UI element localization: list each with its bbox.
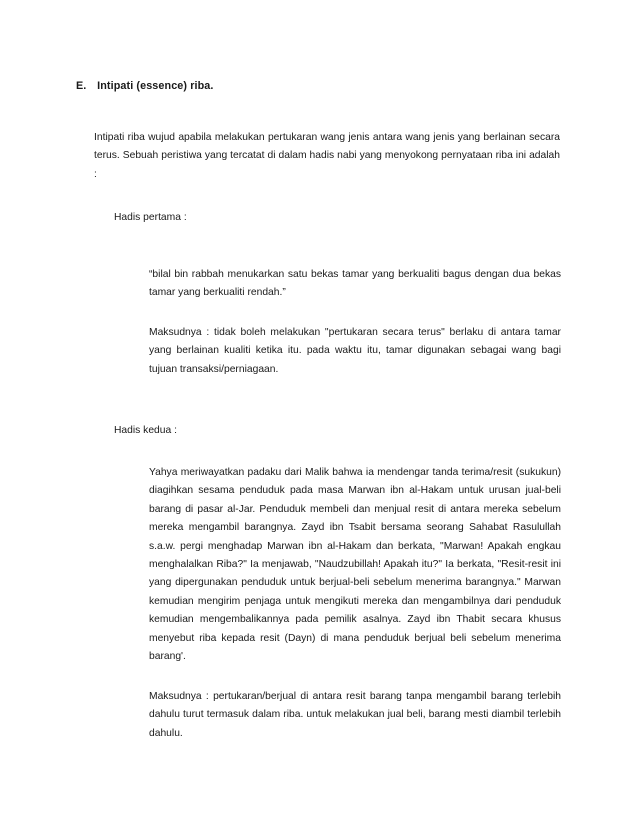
hadis-pertama-heading: Hadis pertama : bbox=[114, 212, 187, 223]
hadis-kedua-text: Yahya meriwayatkan padaku dari Malik bahwa ia mendengar tanda terima/resit (sukukun) diagihkan sesama penduduk pada masa Marwan ibn al-Hakam untuk urusan jual-beli barang di pasar al-Jar. Penduduk membeli dan menjual resit di antara mereka sebelum mereka mengambil barangnya. Zayd ibn Tsabit bersama seorang Sahabat Rasulullah s.a.w. pergi menghadap Marwan ibn al-Hakam dan berkata, "Marwan! Apakah engkau menghalalkan Riba?" Ia menjawab, "Naudzubillah! Apakah itu?" Ia berkata, "Resit-resit ini yang dipergunakan penduduk untuk berjual-beli sebelum menerima barangnya." Marwan kemudian mengirim penjaga untuk mengikuti mereka dan mengambilnya dari penduduk kemudian mengembalikannya pada pemilik asalnya. Zayd ibn Thabit secara khusus menyebut riba kepada resit (Dayn) di mana penduduk berjual beli sebelum menerima barang'. bbox=[149, 467, 561, 663]
hadis-kedua-maksud: Maksudnya : pertukaran/berjual di antara resit barang tanpa mengambil barang terlebih dahulu turut termasuk dalam riba. untuk melakukan jual beli, barang mesti diambil terlebih dahulu. bbox=[149, 691, 561, 739]
section-heading bbox=[76, 80, 214, 92]
hadis-kedua-heading: Hadis kedua : bbox=[114, 425, 177, 436]
section-number: E. bbox=[76, 80, 87, 92]
section-title: Intipati (essence) riba. bbox=[97, 80, 214, 92]
hadis-pertama-maksud: Maksudnya : tidak boleh melakukan "pertukaran secara terus" berlaku di antara tamar yang berlainan kualiti ketika itu. pada waktu itu, tamar digunakan sebagai wang bagi tujuan transaksi/perniagaan. bbox=[149, 327, 561, 375]
intro-paragraph: Intipati riba wujud apabila melakukan pertukaran wang jenis antara wang jenis yang berlainan secara terus. Sebuah peristiwa yang tercatat di dalam hadis nabi yang menyokong pernyataan riba ini adalah : bbox=[94, 132, 560, 180]
hadis-pertama-quote: “bilal bin rabbah menukarkan satu bekas tamar yang berkualiti bagus dengan dua bekas tamar yang berkualiti rendah.” bbox=[149, 269, 561, 299]
